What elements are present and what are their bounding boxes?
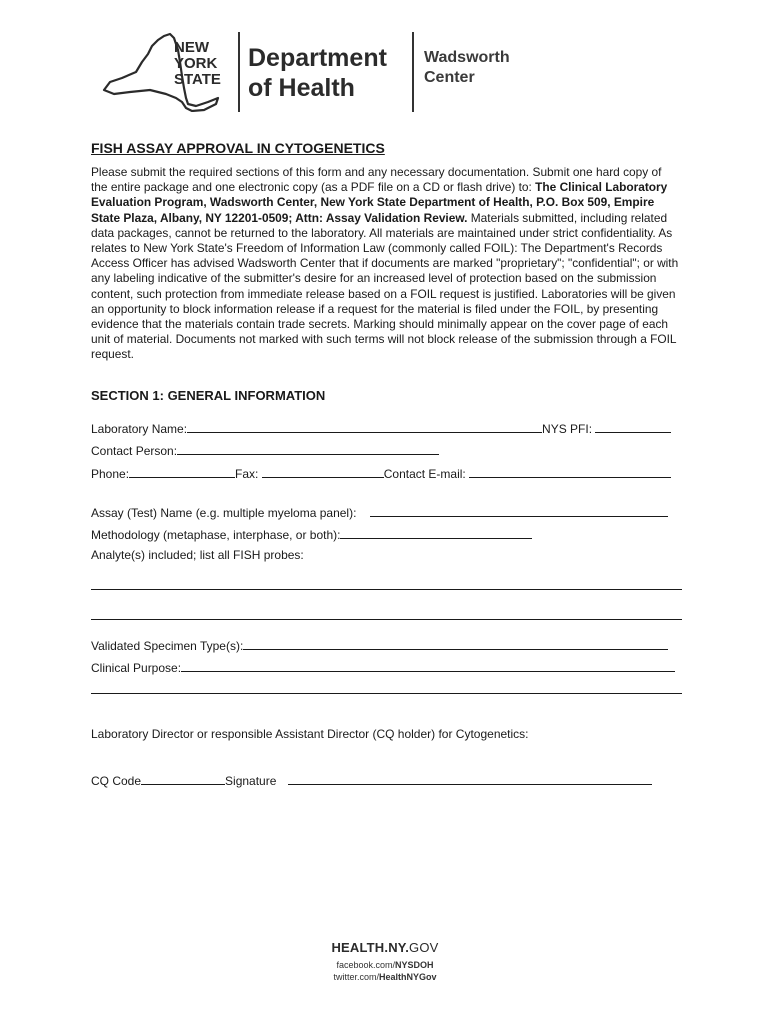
- nys-pfi-field[interactable]: [595, 419, 671, 433]
- footer-website-main: HEALTH.NY.: [331, 940, 410, 955]
- methodology-field[interactable]: [340, 525, 532, 539]
- contact-person-field[interactable]: [177, 441, 439, 455]
- footer-twitter[interactable]: [320, 971, 450, 983]
- facebook-handle: NYSDOH: [395, 960, 434, 970]
- twitter-prefix: twitter.com/: [333, 972, 379, 982]
- facebook-prefix: facebook.com/: [336, 960, 395, 970]
- signature-field[interactable]: [288, 771, 652, 785]
- fax-label: Fax:: [235, 467, 259, 481]
- laboratory-name-field[interactable]: [187, 419, 542, 433]
- laboratory-name-label: Laboratory Name:: [91, 422, 188, 436]
- methodology-row: [91, 525, 532, 541]
- analytes-row: [91, 547, 304, 563]
- director-row: [91, 726, 529, 742]
- methodology-label: Methodology (metaphase, interphase, or both):: [91, 528, 341, 542]
- footer-website-gov: GOV: [409, 940, 439, 955]
- email-field[interactable]: [469, 464, 671, 478]
- intro-paragraph: [91, 165, 681, 363]
- clinical-purpose-line-2[interactable]: [91, 693, 682, 694]
- document-title: FISH ASSAY APPROVAL IN CYTOGENETICS: [91, 140, 385, 156]
- logo-divider: [412, 32, 414, 112]
- clinical-purpose-row: [91, 658, 675, 674]
- cq-code-label: CQ Code: [91, 774, 142, 788]
- assay-name-row: [91, 503, 668, 519]
- analytes-line-2[interactable]: [91, 619, 682, 620]
- phone-label: Phone:: [91, 467, 130, 481]
- nys-doh-logo: [100, 30, 530, 114]
- laboratory-name-row: [91, 419, 671, 435]
- contact-person-label: Contact Person:: [91, 444, 178, 458]
- director-label: Laboratory Director or responsible Assistant Director (CQ holder) for Cytogenetics:: [91, 727, 529, 741]
- section-heading: SECTION 1: GENERAL INFORMATION: [91, 388, 326, 403]
- assay-name-label: Assay (Test) Name (e.g. multiple myeloma panel):: [91, 506, 357, 520]
- specimen-type-label: Validated Specimen Type(s):: [91, 639, 244, 653]
- specimen-type-field[interactable]: [243, 636, 668, 650]
- contact-person-row: [91, 441, 439, 457]
- clinical-purpose-label: Clinical Purpose:: [91, 661, 182, 675]
- logo-divider: [238, 32, 240, 112]
- logo-state-line2: YORK: [174, 55, 218, 72]
- intro-text: Please submit the required sections of this form and any necessary documentation. Submit one hard copy of the entire package and one electronic copy (as a PDF file on a CD or flash drive) to:: [91, 165, 662, 195]
- logo-center-line1: Wadsworth: [424, 49, 510, 66]
- logo-dept-line1: Department: [248, 44, 387, 72]
- fax-field[interactable]: [262, 464, 384, 478]
- nys-pfi-label: NYS PFI:: [542, 422, 593, 436]
- footer: [320, 940, 450, 983]
- logo-dept-line2: of Health: [248, 74, 355, 102]
- assay-name-field[interactable]: [370, 503, 668, 517]
- specimen-type-row: [91, 636, 668, 652]
- footer-website[interactable]: [320, 940, 450, 955]
- logo-state-line1: NEW: [174, 39, 209, 56]
- cq-signature-row: [91, 771, 652, 787]
- intro-address: The Clinical Laboratory Evaluation Program, Wadsworth Center, New York State Department of Health, P.O. Box 509, Empire State Plaza, Albany, NY 12201-0509; Attn: Assay Validation Review.: [91, 180, 668, 225]
- clinical-purpose-field[interactable]: [181, 658, 675, 672]
- phone-field[interactable]: [129, 464, 235, 478]
- phone-fax-email-row: [91, 464, 671, 480]
- cq-code-field[interactable]: [141, 771, 225, 785]
- signature-label: Signature: [225, 774, 277, 788]
- analytes-label: Analyte(s) included; list all FISH probes:: [91, 548, 304, 562]
- logo-center-line2: Center: [424, 69, 475, 86]
- intro-text: Materials submitted, including related data packages, cannot be returned to the laboratory. All materials are maintained under strict confidentiality. As relates to New York State's Freedom of Information Law (commonly called FOIL): The Department's Records Access Officer has advised Wadsworth Center that if documents are marked "proprietary"; "confidential"; or with any labeling indicative of the submitter's desire for an increased level of protection based on the submission content, such protection from immediate release based on a FOIL request is justified. Laboratories will be given an opportunity to block information release if a request for the material is filed under the FOIL, by presenting evidence that the materials contain trade secrets. Marking should minimally appear on the cover page of each unit of material. Documents not marked with such terms will not block release of the submission through a FOIL request.: [91, 210, 679, 362]
- logo-state-line3: STATE: [174, 71, 221, 88]
- analytes-line-1[interactable]: [91, 589, 682, 590]
- email-label: Contact E-mail:: [383, 467, 466, 481]
- footer-facebook[interactable]: [320, 959, 450, 971]
- twitter-handle: HealthNYGov: [379, 972, 437, 982]
